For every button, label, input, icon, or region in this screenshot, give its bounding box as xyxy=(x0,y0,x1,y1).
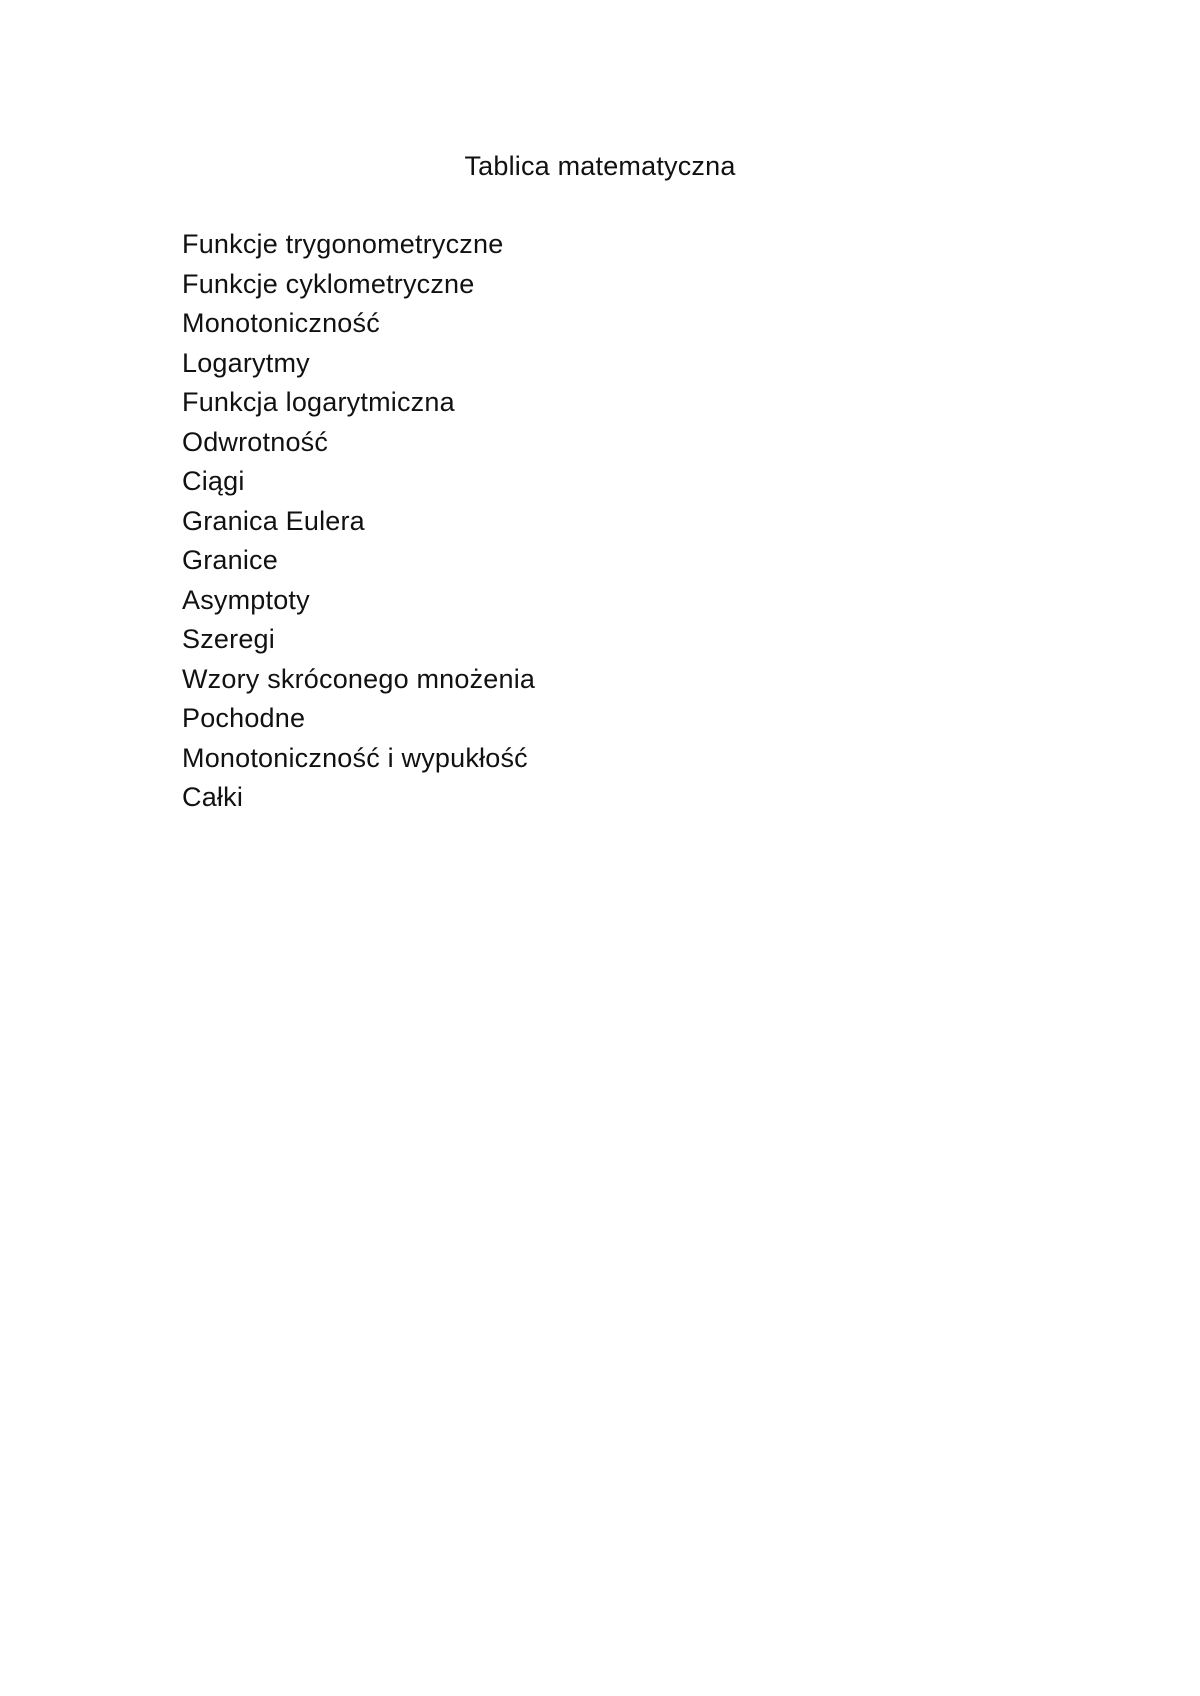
page-title: Tablica matematyczna xyxy=(464,151,736,181)
topic-list xyxy=(182,225,535,818)
list-item: Funkcje trygonometryczne xyxy=(182,229,504,259)
list-item: Odwrotność xyxy=(182,426,329,457)
list-item: Monotoniczność i wypukłość xyxy=(182,742,528,773)
list-item: Funkcje cyklometryczne xyxy=(182,268,475,299)
list-item: Logarytmy xyxy=(182,347,310,378)
list-item: Granica Eulera xyxy=(182,505,365,536)
list-item: Granice xyxy=(182,545,278,575)
list-item: Ciągi xyxy=(182,466,245,496)
list-item: Monotoniczność xyxy=(182,308,380,338)
list-item: Funkcja logarytmiczna xyxy=(182,387,455,417)
list-item: Szeregi xyxy=(182,624,275,654)
list-item: Asymptoty xyxy=(182,584,310,615)
list-item: Całki xyxy=(182,782,244,812)
list-item: Wzory skróconego mnożenia xyxy=(182,663,536,694)
list-item: Pochodne xyxy=(182,703,306,733)
